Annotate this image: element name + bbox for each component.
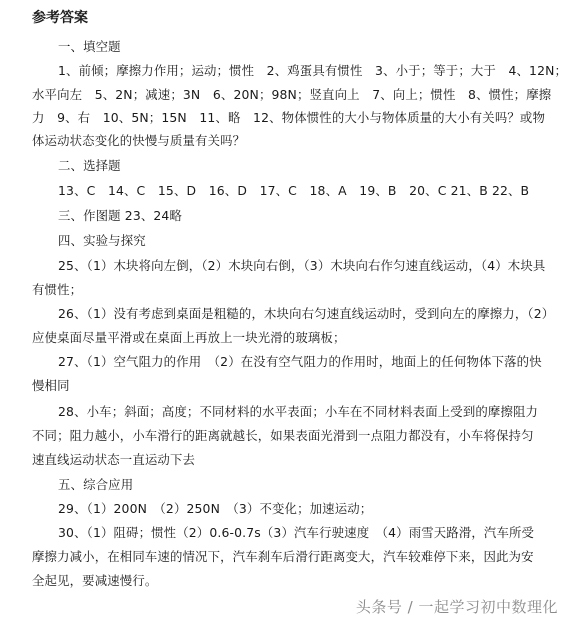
- answer-line: 体运动状态变化的快慢与质量有关吗？: [32, 133, 246, 148]
- answer-line: 26、（1）没有考虑到桌面是粗糙的，木块向右匀速直线运动时，受到向左的摩擦力，（2）: [58, 306, 555, 321]
- section-experiment-heading: 四、实验与探究: [58, 233, 146, 248]
- section-multiple-choice-heading: 二、选择题: [58, 158, 121, 173]
- answer-line: 有惯性；: [32, 282, 83, 297]
- answer-line: 13、C 14、C 15、D 16、D 17、C 18、A 19、B 20、C 21、B 22、B: [58, 183, 530, 198]
- answer-line: 全起见，要减速慢行。: [32, 573, 158, 588]
- answer-line: 水平向左 5、2N；减速；3N 6、20N；98N；竖直向上 7、向上；惯性 8、惯性；摩擦: [32, 87, 552, 102]
- answer-line: 力 9、右 10、5N；15N 11、略 12、物体惯性的大小与物体质量的大小有关吗？或物: [32, 110, 546, 125]
- answer-line: 28、小车；斜面；高度；不同材料的水平表面；小车在不同材料表面上受到的摩擦阻力: [58, 404, 539, 419]
- answer-line: 1、前倾；摩擦力作用；运动；惯性 2、鸡蛋具有惯性 3、小于；等于；大于 4、12N；: [58, 63, 568, 78]
- answer-line: 30、（1）阻碍；惯性（2）0.6-0.7s（3）汽车行驶速度 （4）雨雪天路滑，汽车所受: [58, 525, 535, 540]
- answer-line: 慢相同: [32, 378, 70, 393]
- section-fill-in-heading: 一、填空题: [58, 39, 121, 54]
- answer-line: 不同；阻力越小，小车滑行的距离就越长，如果表面光滑到一点阻力都没有，小车将保持匀: [32, 428, 534, 443]
- answer-line: 27、（1）空气阻力的作用 （2）在没有空气阻力的作用时，地面上的任何物体下落的快: [58, 354, 542, 369]
- answer-line: 速直线运动状态一直运动下去: [32, 452, 196, 467]
- answer-line: 25、（1）木块将向左倒，（2）木块向右倒，（3）木块向右作匀速直线运动，（4）木块具: [58, 258, 546, 273]
- document-title: 参考答案: [32, 10, 88, 26]
- answer-line: 应使桌面尽量平滑或在桌面上再放上一块光滑的玻璃板；: [32, 330, 346, 345]
- section-drawing-heading: 三、作图题 23、24略: [58, 208, 183, 223]
- answer-line: 摩擦力减小，在相同车速的情况下，汽车刹车后滑行距离变大，汽车较难停下来，因此为安: [32, 549, 534, 564]
- section-comprehensive-heading: 五、综合应用: [58, 477, 134, 492]
- answer-line: 29、（1）200N （2）250N （3）不变化；加速运动；: [58, 501, 373, 516]
- source-watermark: 头条号 / 一起学习初中数理化: [355, 598, 558, 616]
